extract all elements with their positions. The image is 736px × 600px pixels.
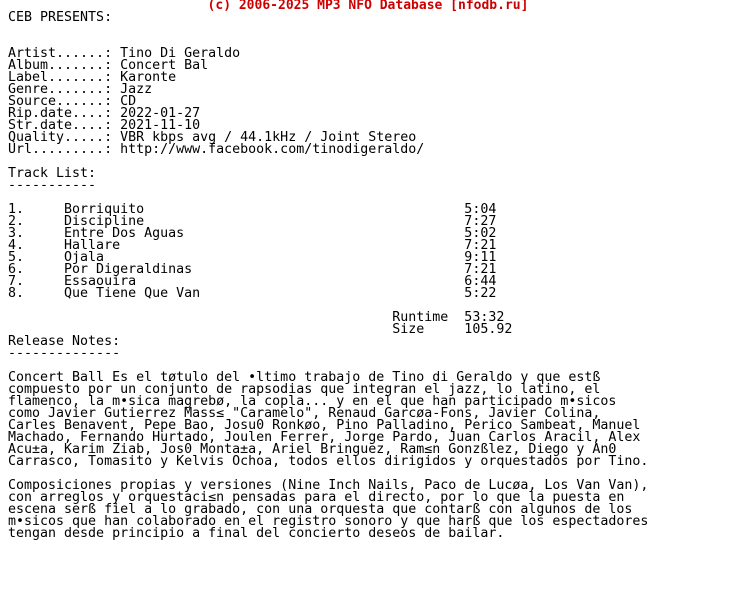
nfo-line: compuesto por un conjunto de rapsodias que integran el jazz, lo latino, el bbox=[8, 382, 601, 397]
nfo-line: Artist......: Tino Di Geraldo bbox=[8, 46, 241, 61]
nfo-line: Size 105.92 bbox=[8, 322, 513, 337]
nfo-line: Album.......: Concert Bal bbox=[8, 58, 209, 73]
nfo-line: Runtime 53:32 bbox=[8, 310, 505, 325]
nfo-line: con arreglos y orquestaci≤n pensadas para el directo, por lo que la puesta en bbox=[8, 490, 625, 505]
nfo-line: 5. Ojala 9:11 bbox=[8, 250, 497, 265]
nfo-line: -------------- bbox=[8, 346, 121, 361]
nfo-line: 6. Por Digeraldinas 7:21 bbox=[8, 262, 497, 277]
nfo-line: Composiciones propias y versiones (Nine Inch Nails, Paco de Lucøa, Los Van Van), bbox=[8, 478, 649, 493]
nfo-line: Release Notes: bbox=[8, 334, 121, 349]
nfo-line: 1. Borriquito 5:04 bbox=[8, 202, 497, 217]
nfo-line: Quality.....: VBR kbps avg / 44.1kHz / Joint Stereo bbox=[8, 130, 417, 145]
nfo-line: tengan desde principio a final del concierto deseos de bailar. bbox=[8, 526, 505, 541]
nfo-line: 2. Discipline 7:27 bbox=[8, 214, 497, 229]
nfo-line: 8. Que Tiene Que Van 5:22 bbox=[8, 286, 497, 301]
nfo-line: Url.........: http://www.facebook.com/tinodigeraldo/ bbox=[8, 142, 425, 157]
nfo-line: Rip.date....: 2022-01-27 bbox=[8, 106, 201, 121]
nfo-line: como Javier Gutierrez Mass≤ "Caramelo", Renaud Garcøa-Fons, Javier Colina, bbox=[8, 406, 601, 421]
nfo-line: CEB PRESENTS: bbox=[8, 10, 113, 25]
nfo-line: ----------- bbox=[8, 178, 97, 193]
nfo-line: flamenco, la m•sica magrebø, la copla... y en el que han participado m•sicos bbox=[8, 394, 617, 409]
nfo-line: m•sicos que han colaborado en el registro sonoro y que harß que los espectadores bbox=[8, 514, 649, 529]
nfo-line: Concert Ball Es el tøtulo del •ltimo trabajo de Tino di Geraldo y que estß bbox=[8, 370, 601, 385]
nfo-line: Str.date....: 2021-11-10 bbox=[8, 118, 201, 133]
nfo-line: Label.......: Karonte bbox=[8, 70, 177, 85]
nfo-line: 4. Hallare 7:21 bbox=[8, 238, 497, 253]
nfo-line: Source......: CD bbox=[8, 94, 137, 109]
nfo-text bbox=[8, 12, 648, 540]
nfo-line: Track List: bbox=[8, 166, 97, 181]
nfo-line: 3. Entre Dos Aguas 5:02 bbox=[8, 226, 497, 241]
nfo-line: Carrasco, Tomasito y Kelvis Ochoa, todos ellos dirigidos y orquestados por Tino. bbox=[8, 454, 649, 469]
nfo-line: Carles Benavent, Pepe Bao, Josu0 Ronkøo, Pino Palladino, Perico Sambeat, Manuel bbox=[8, 418, 641, 433]
nfo-line: 7. Essaouira 6:44 bbox=[8, 274, 497, 289]
site-banner: (c) 2006-2025 MP3 NFO Database [nfodb.ru] bbox=[207, 0, 529, 13]
nfo-line: Genre.......: Jazz bbox=[8, 82, 153, 97]
nfo-line: escena serß fiel a lo grabado, con una orquesta que contarß con algunos de los bbox=[8, 502, 633, 517]
nfo-line: Machado, Fernando Hurtado, Joulen Ferrer, Jorge Pardo, Juan Carlos Aracil, Alex bbox=[8, 430, 641, 445]
nfo-line bbox=[8, 156, 648, 168]
nfo-line: Acu±a, Karim Ziab, Jos0 Monta±a, Ariel Bringuez, Ram≤n Gonzßlez, Diego y An0 bbox=[8, 442, 617, 457]
nfo-line bbox=[8, 24, 648, 36]
